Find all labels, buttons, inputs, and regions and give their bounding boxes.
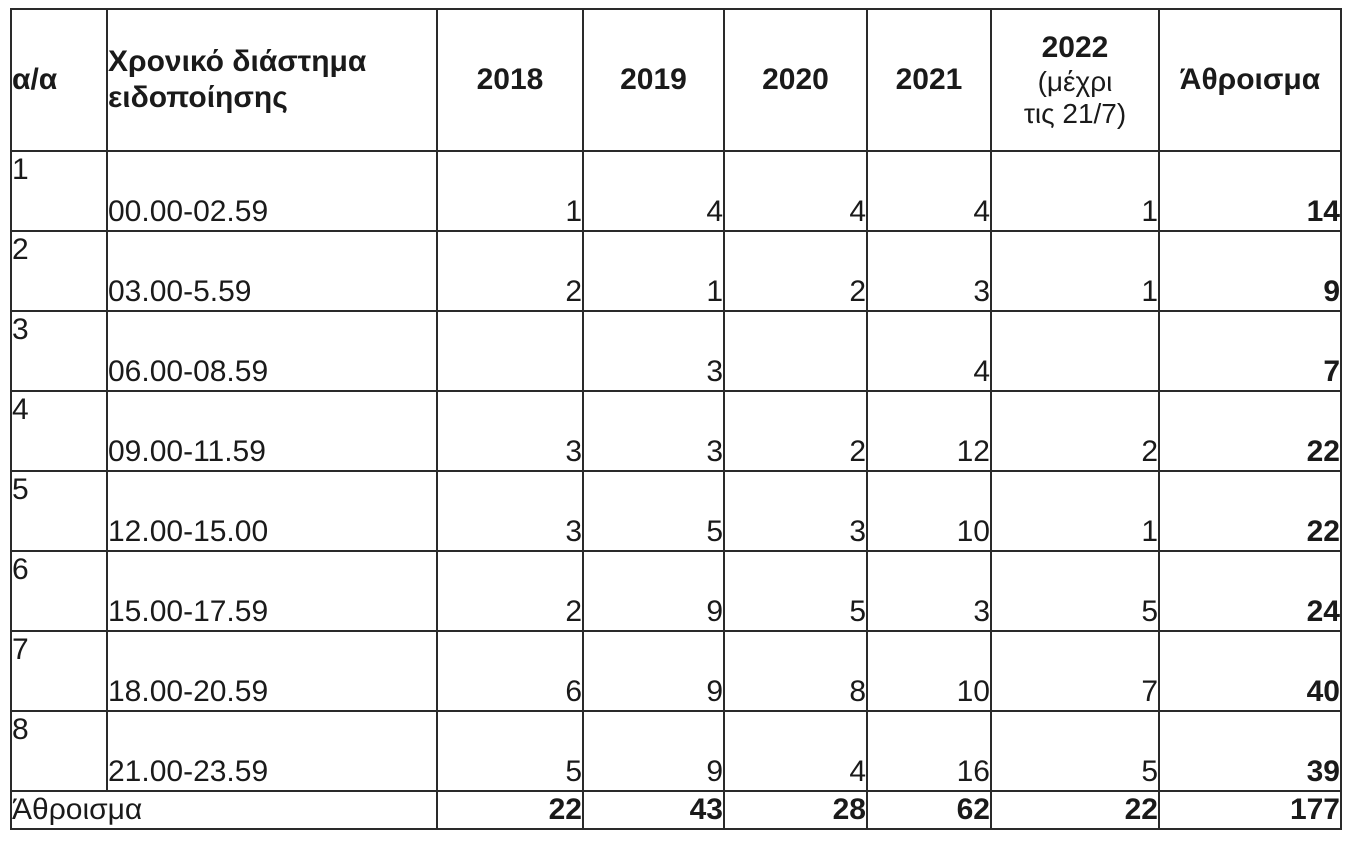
table-row [11, 471, 1341, 551]
row-index: 5 [11, 471, 107, 551]
row-index: 6 [11, 551, 107, 631]
table-row [11, 711, 1341, 791]
cell-2020 [724, 311, 867, 391]
cell-2018 [437, 311, 583, 391]
cell-2021: 3 [867, 231, 991, 311]
cell-2022: 1 [991, 231, 1159, 311]
cell-2022: 2 [991, 391, 1159, 471]
table-row [11, 631, 1341, 711]
cell-row-total: 24 [1159, 551, 1341, 631]
cell-2022: 1 [991, 471, 1159, 551]
cell-2019: 9 [583, 551, 724, 631]
cell-2020: 4 [724, 151, 867, 231]
cell-row-total: 9 [1159, 231, 1341, 311]
row-period: 03.00-5.59 [107, 231, 437, 311]
cell-2022: 7 [991, 631, 1159, 711]
row-index: 1 [11, 151, 107, 231]
total-2018: 22 [437, 791, 583, 829]
cell-row-total: 14 [1159, 151, 1341, 231]
cell-2018: 2 [437, 551, 583, 631]
totals-row [11, 791, 1341, 829]
cell-2020: 8 [724, 631, 867, 711]
row-period: 00.00-02.59 [107, 151, 437, 231]
cell-2021: 3 [867, 551, 991, 631]
table-row [11, 231, 1341, 311]
grand-total: 177 [1159, 791, 1341, 829]
row-index: 7 [11, 631, 107, 711]
cell-row-total: 22 [1159, 471, 1341, 551]
cell-2022: 1 [991, 151, 1159, 231]
cell-2021: 4 [867, 151, 991, 231]
cell-row-total: 22 [1159, 391, 1341, 471]
cell-2019: 3 [583, 311, 724, 391]
header-2022-year: 2022 [1041, 30, 1109, 64]
row-period: 15.00-17.59 [107, 551, 437, 631]
header-2018: 2018 [437, 9, 583, 151]
cell-2019: 4 [583, 151, 724, 231]
cell-2020: 4 [724, 711, 867, 791]
header-2020: 2020 [724, 9, 867, 151]
cell-2020: 3 [724, 471, 867, 551]
table-row [11, 551, 1341, 631]
cell-2021: 10 [867, 631, 991, 711]
header-total: Άθροισμα [1159, 9, 1341, 151]
cell-2022: 5 [991, 711, 1159, 791]
row-index: 3 [11, 311, 107, 391]
cell-2022: 5 [991, 551, 1159, 631]
table-row [11, 391, 1341, 471]
row-index: 4 [11, 391, 107, 471]
row-period: 12.00-15.00 [107, 471, 437, 551]
header-2022-note-line1: (μέχρι [1037, 65, 1113, 97]
header-2019: 2019 [583, 9, 724, 151]
totals-label: Άθροισμα [11, 791, 437, 829]
cell-2019: 9 [583, 631, 724, 711]
header-2022-note-line2: τις 21/7) [1023, 98, 1127, 129]
row-period: 21.00-23.59 [107, 711, 437, 791]
total-2019: 43 [583, 791, 724, 829]
cell-2018: 2 [437, 231, 583, 311]
cell-2020: 5 [724, 551, 867, 631]
header-period [107, 9, 437, 151]
table-row [11, 311, 1341, 391]
cell-2021: 10 [867, 471, 991, 551]
cell-2021: 12 [867, 391, 991, 471]
total-2022: 22 [991, 791, 1159, 829]
header-index: α/α [11, 9, 107, 151]
cell-2022 [991, 311, 1159, 391]
notifications-by-time-table [10, 8, 1342, 830]
header-period-line1: Χρονικό διάστημα [108, 45, 367, 78]
table-row [11, 151, 1341, 231]
total-2020: 28 [724, 791, 867, 829]
row-index: 2 [11, 231, 107, 311]
cell-2019: 5 [583, 471, 724, 551]
cell-2018: 3 [437, 391, 583, 471]
total-2021: 62 [867, 791, 991, 829]
row-index: 8 [11, 711, 107, 791]
header-2022 [991, 9, 1159, 151]
cell-2020: 2 [724, 231, 867, 311]
cell-2018: 5 [437, 711, 583, 791]
cell-row-total: 39 [1159, 711, 1341, 791]
row-period: 18.00-20.59 [107, 631, 437, 711]
cell-2018: 1 [437, 151, 583, 231]
header-2021: 2021 [867, 9, 991, 151]
cell-2020: 2 [724, 391, 867, 471]
row-period: 06.00-08.59 [107, 311, 437, 391]
cell-2021: 16 [867, 711, 991, 791]
cell-row-total: 7 [1159, 311, 1341, 391]
cell-2018: 6 [437, 631, 583, 711]
header-row [11, 9, 1341, 151]
cell-2018: 3 [437, 471, 583, 551]
header-period-line2: ειδοποίησης [108, 81, 288, 114]
cell-2019: 3 [583, 391, 724, 471]
cell-2019: 9 [583, 711, 724, 791]
cell-2021: 4 [867, 311, 991, 391]
cell-row-total: 40 [1159, 631, 1341, 711]
row-period: 09.00-11.59 [107, 391, 437, 471]
cell-2019: 1 [583, 231, 724, 311]
